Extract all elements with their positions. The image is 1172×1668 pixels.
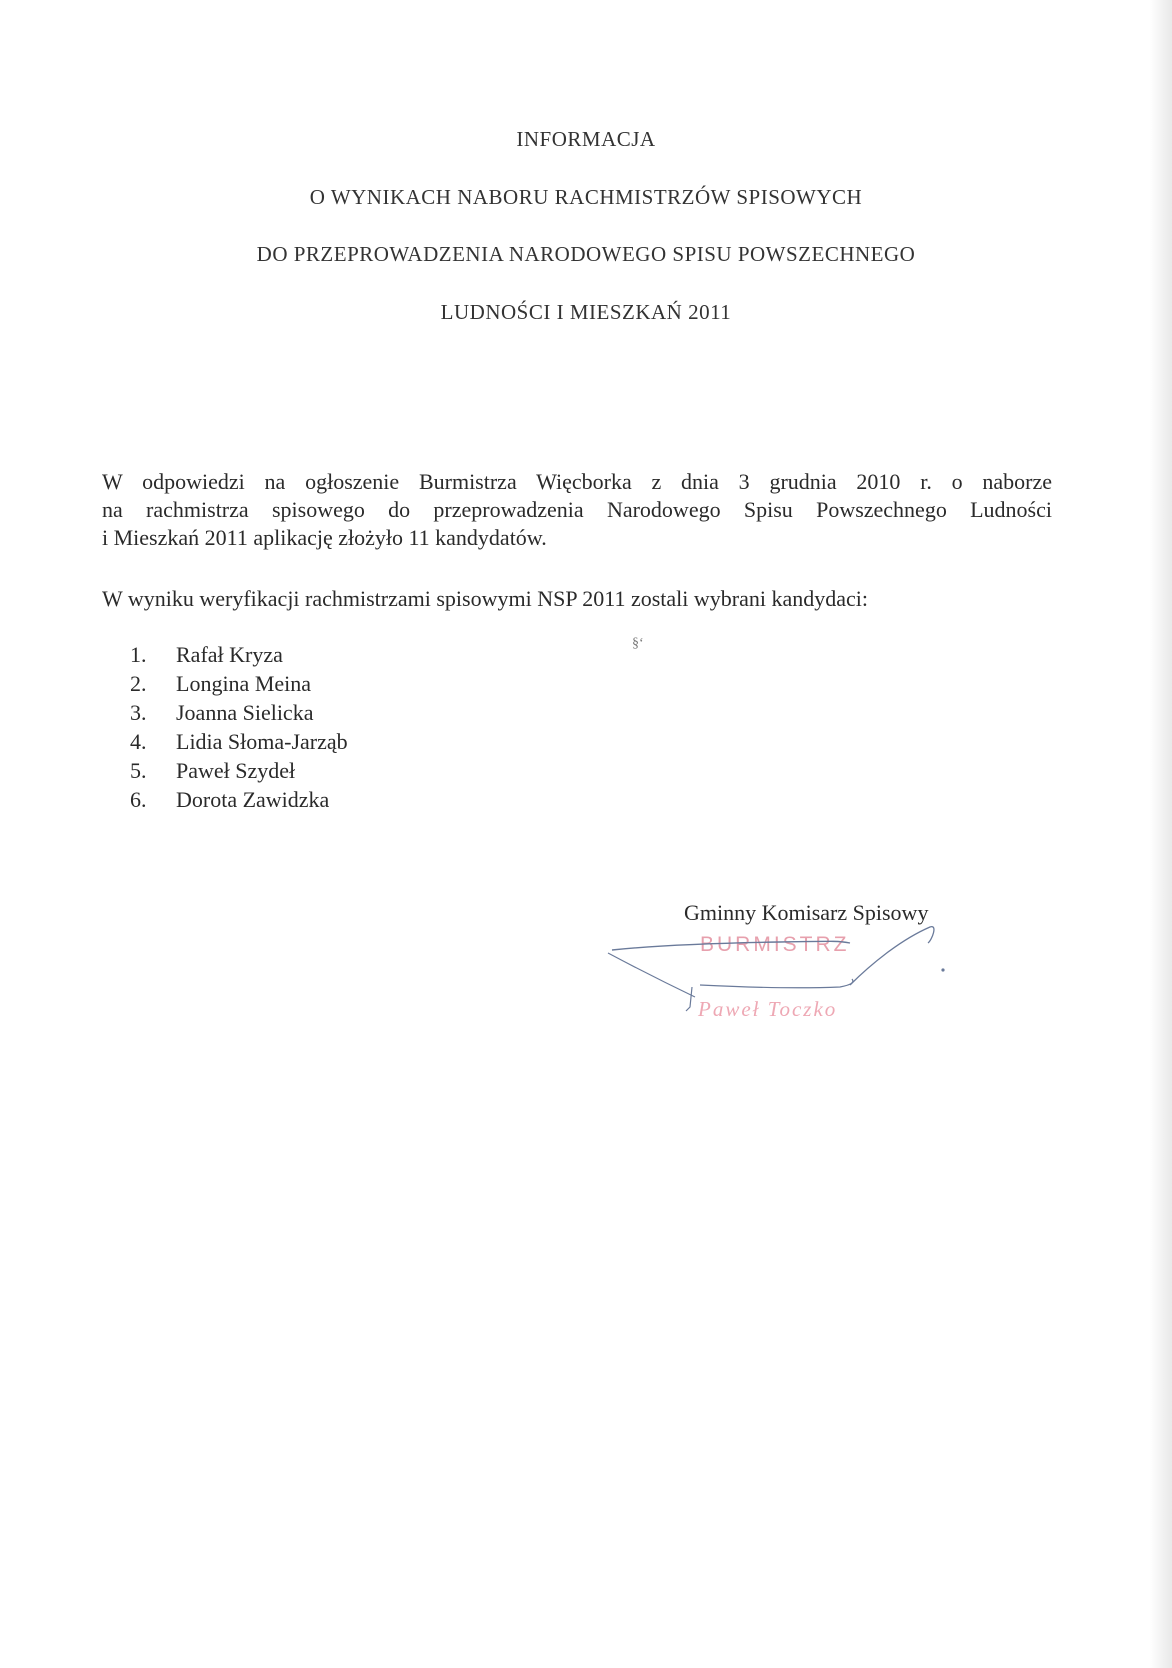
list-item-number: 3. — [130, 700, 147, 725]
list-item — [130, 640, 348, 669]
handwritten-signature-icon — [600, 915, 970, 1025]
heading-line-2: O WYNIKACH NABORU RACHMISTRZÓW SPISOWYCH — [309, 185, 863, 209]
list-item-number: 6. — [130, 787, 147, 812]
list-item — [130, 669, 348, 698]
list-item — [130, 756, 348, 785]
list-item-number: 5. — [130, 758, 147, 783]
result-paragraph: W wyniku weryfikacji rachmistrzami spisowymi NSP 2011 zostali wybrani kandydaci: — [102, 586, 868, 611]
list-item — [130, 698, 348, 727]
list-item-name: Joanna Sielicka — [176, 700, 314, 725]
signature-title: Gminny Komisarz Spisowy — [684, 900, 929, 925]
list-item — [130, 785, 348, 814]
heading-line-3: DO PRZEPROWADZENIA NARODOWEGO SPISU POWSZECHNEGO — [256, 242, 916, 266]
list-item-name: Paweł Szydeł — [176, 758, 296, 783]
intro-paragraph-line: W odpowiedzi na ogłoszenie Burmistrza Więcborka z dnia 3 grudnia 2010 r. o naborze — [102, 469, 1052, 494]
list-item-number: 1. — [130, 642, 147, 667]
candidate-list — [130, 640, 348, 814]
stray-mark: §‘ — [632, 636, 644, 651]
intro-paragraph-line: i Mieszkań 2011 aplikację złożyło 11 kandydatów. — [102, 525, 547, 550]
stamp-name: Paweł Toczko — [698, 997, 838, 1021]
intro-paragraph — [102, 468, 1052, 552]
stamp-role: BURMISTRZ — [700, 933, 850, 956]
list-item-name: Dorota Zawidzka — [176, 787, 330, 812]
scan-edge-shadow — [1150, 0, 1172, 1668]
heading-line-1: INFORMACJA — [516, 127, 656, 151]
list-item-name: Lidia Słoma-Jarząb — [176, 729, 348, 754]
list-item-number: 2. — [130, 671, 147, 696]
list-item — [130, 727, 348, 756]
list-item-number: 4. — [130, 729, 147, 754]
list-item-name: Rafał Kryza — [176, 642, 283, 667]
list-item-name: Longina Meina — [176, 671, 312, 696]
heading-line-4: LUDNOŚCI I MIESZKAŃ 2011 — [440, 300, 732, 324]
intro-paragraph-line: na rachmistrza spisowego do przeprowadzenia Narodowego Spisu Powszechnego Ludności — [102, 497, 1052, 522]
